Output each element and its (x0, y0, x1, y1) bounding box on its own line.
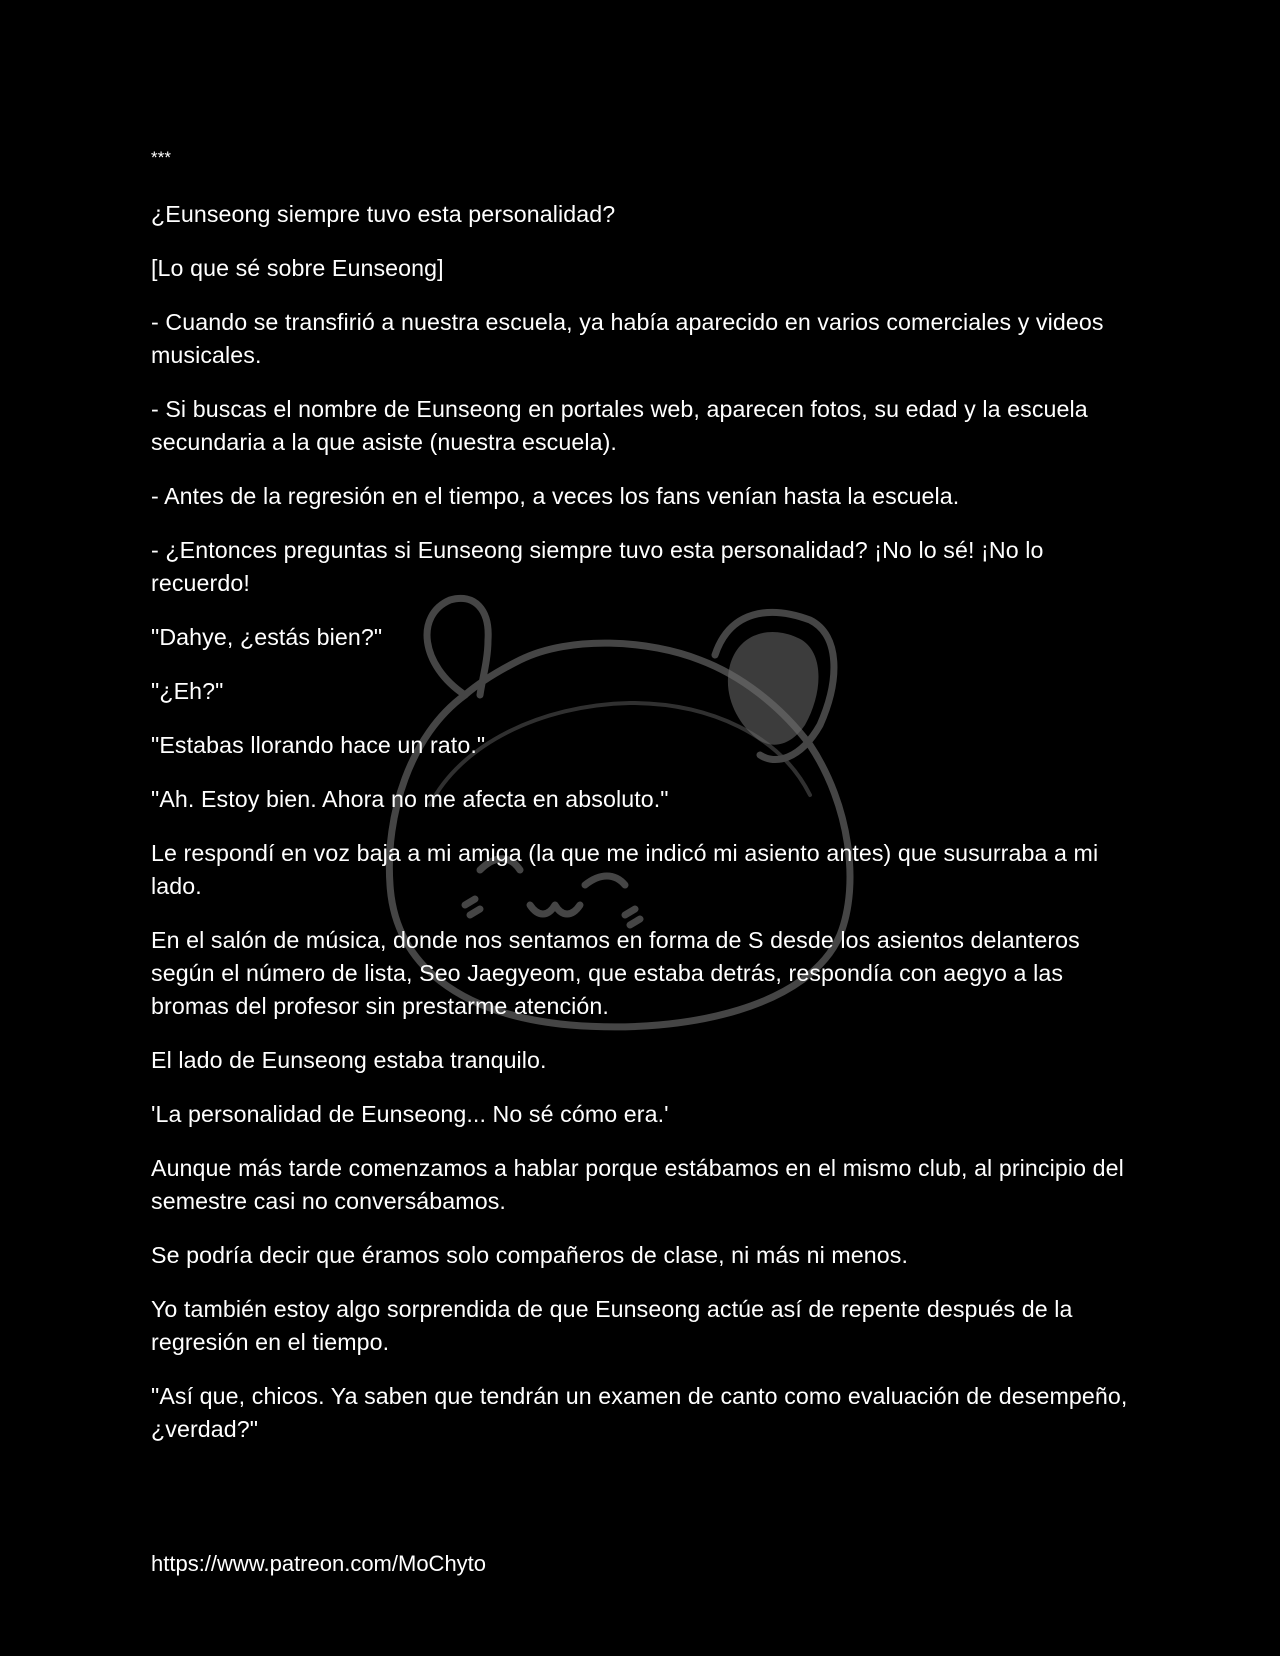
paragraph: "Estabas llorando hace un rato." (151, 732, 486, 758)
paragraph: - Antes de la regresión en el tiempo, a veces los fans venían hasta la escuela. (151, 483, 960, 509)
paragraph: - Si buscas el nombre de Eunseong en portales web, aparecen fotos, su edad y la escuela secundaria a la que asiste (nuestra escuela). (151, 396, 1088, 455)
paragraph: "Ah. Estoy bien. Ahora no me afecta en absoluto." (151, 786, 669, 812)
paragraph: Se podría decir que éramos solo compañeros de clase, ni más ni menos. (151, 1242, 909, 1268)
paragraph: Le respondí en voz baja a mi amiga (la que me indicó mi asiento antes) que susurraba a mi lado. (151, 840, 1099, 899)
section-separator: *** (151, 148, 172, 167)
paragraph: - Cuando se transfirió a nuestra escuela, ya había aparecido en varios comerciales y videos musicales. (151, 309, 1104, 368)
paragraph: "¿Eh?" (151, 678, 224, 704)
paragraph: "Dahye, ¿estás bien?" (151, 624, 383, 650)
paragraph: - ¿Entonces preguntas si Eunseong siempre tuvo esta personalidad? ¡No lo sé! ¡No lo recuerdo! (151, 537, 1044, 596)
paragraph: ¿Eunseong siempre tuvo esta personalidad? (151, 201, 616, 227)
paragraph: El lado de Eunseong estaba tranquilo. (151, 1047, 547, 1073)
paragraph: "Así que, chicos. Ya saben que tendrán un examen de canto como evaluación de desempeño, ¿verdad?" (151, 1383, 1128, 1442)
paragraph: [Lo que sé sobre Eunseong] (151, 255, 444, 281)
paragraph: En el salón de música, donde nos sentamos en forma de S desde los asientos delanteros según el número de lista, Seo Jaegyeom, que estaba detrás, respondía con aegyo a las bromas del profesor sin prestarme atención. (151, 927, 1080, 1019)
paragraph: Aunque más tarde comenzamos a hablar porque estábamos en el mismo club, al principio del semestre casi no conversábamos. (151, 1155, 1124, 1214)
patreon-link[interactable]: https://www.patreon.com/MoChyto (151, 1551, 487, 1576)
document-body (151, 148, 1131, 1467)
paragraph: Yo también estoy algo sorprendida de que Eunseong actúe así de repente después de la regresión en el tiempo. (151, 1296, 1073, 1355)
paragraph: 'La personalidad de Eunseong... No sé cómo era.' (151, 1101, 669, 1127)
